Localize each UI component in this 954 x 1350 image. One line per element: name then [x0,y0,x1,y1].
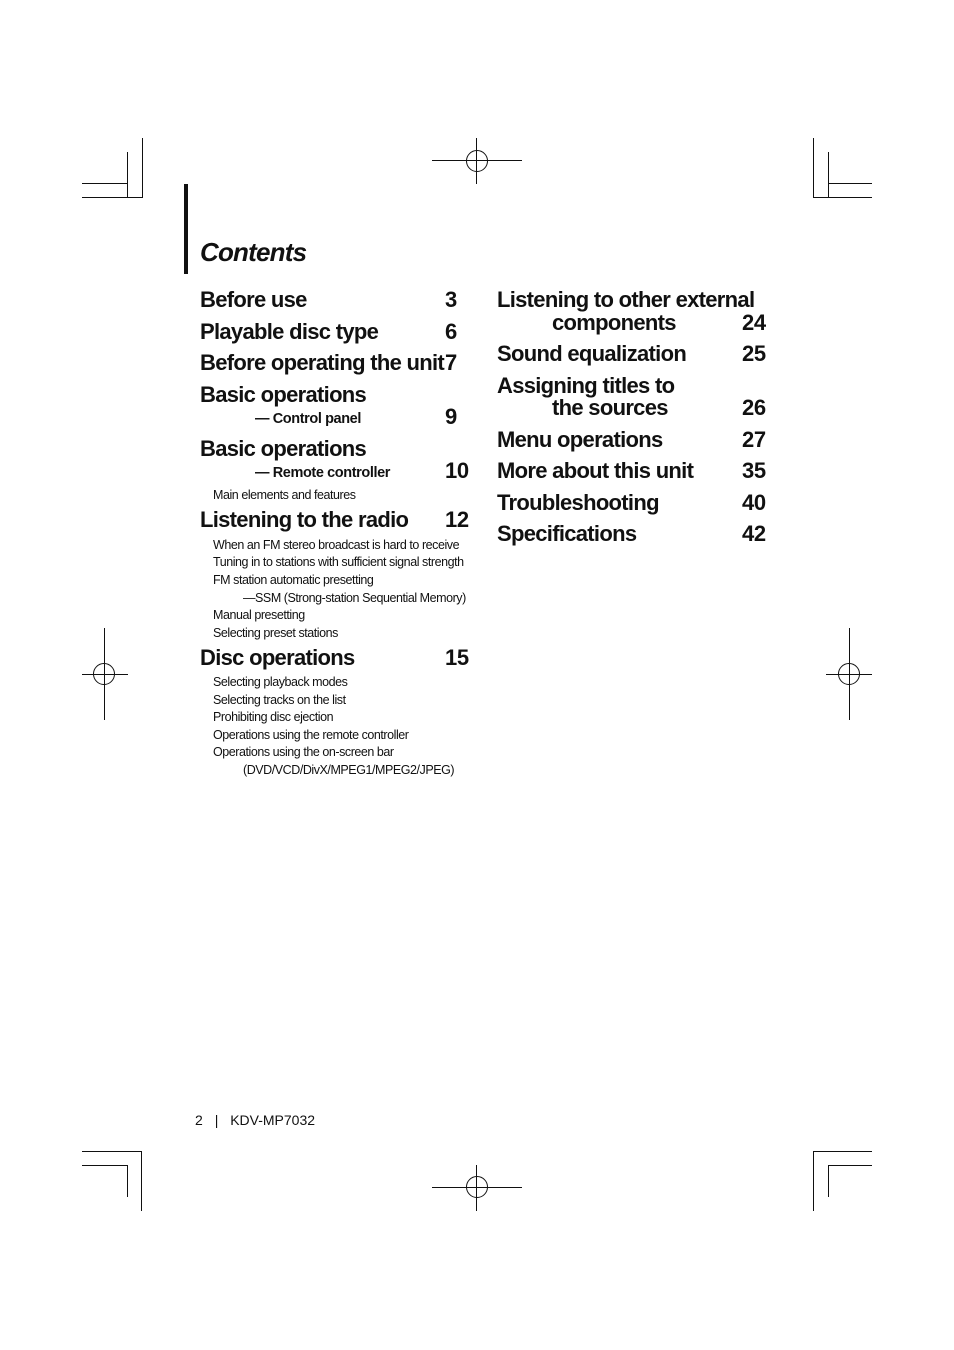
toc-page-number: 3 [445,287,457,312]
toc-heading: Listening to the radio [200,507,409,532]
toc-heading: More about this unit [497,458,694,483]
toc-subheading: — Control panel [255,411,361,427]
toc-page-number: 26 [742,395,766,420]
toc-item: Prohibiting disc ejection [213,710,334,724]
toc-heading-continued: the sources [552,395,668,420]
toc-item: Operations using the remote controller [213,728,409,742]
toc-heading: Disc operations [200,645,355,670]
toc-item: Selecting playback modes [213,675,348,689]
toc-heading: Before operating the unit [200,350,445,375]
toc-item: Operations using the on-screen bar [213,745,394,759]
toc-heading: Troubleshooting [497,490,659,515]
toc-item: Manual presetting [213,608,305,622]
toc-page-number: 6 [445,319,457,344]
toc-item: Selecting preset stations [213,626,338,640]
title-accent-bar [184,184,188,274]
toc-page-number: 42 [742,521,766,546]
toc-heading: Listening to other external [497,287,755,312]
toc-item: Tuning in to stations with sufficient signal strength [213,555,464,569]
toc-page-number: 35 [742,458,766,483]
toc-page-number: 24 [742,310,766,335]
toc-heading: Before use [200,287,307,312]
toc-heading: Specifications [497,521,637,546]
footer-model: KDV-MP7032 [230,1112,316,1128]
toc-page-number: 10 [445,458,469,483]
page-footer [195,1112,315,1128]
toc-page-number: 7 [445,350,457,375]
toc-heading: Assigning titles to [497,373,675,398]
toc-heading: Sound equalization [497,341,687,366]
toc-item: —SSM (Strong-station Sequential Memory) [243,591,466,605]
toc-page-number: 9 [445,404,457,429]
toc-page-number: 15 [445,645,469,670]
toc-subheading: — Remote controller [255,465,391,481]
toc-page-number: 27 [742,427,766,452]
toc-item: FM station automatic presetting [213,573,374,587]
toc-item: Selecting tracks on the list [213,693,346,707]
toc-item: When an FM stereo broadcast is hard to receive [213,538,460,552]
page-title: Contents [200,237,307,267]
toc-heading: Basic operations [200,436,367,461]
footer-page-number: 2 [195,1112,203,1128]
toc-page-number: 40 [742,490,766,515]
toc-heading-continued: components [552,310,676,335]
toc-heading: Basic operations [200,382,367,407]
toc-page-number: 25 [742,341,766,366]
toc-item: (DVD/VCD/DivX/MPEG1/MPEG2/JPEG) [243,763,455,777]
toc-page-number: 12 [445,507,469,532]
toc-heading: Menu operations [497,427,663,452]
toc-heading: Playable disc type [200,319,379,344]
toc-item: Main elements and features [213,488,356,502]
footer-separator: | [214,1112,219,1128]
